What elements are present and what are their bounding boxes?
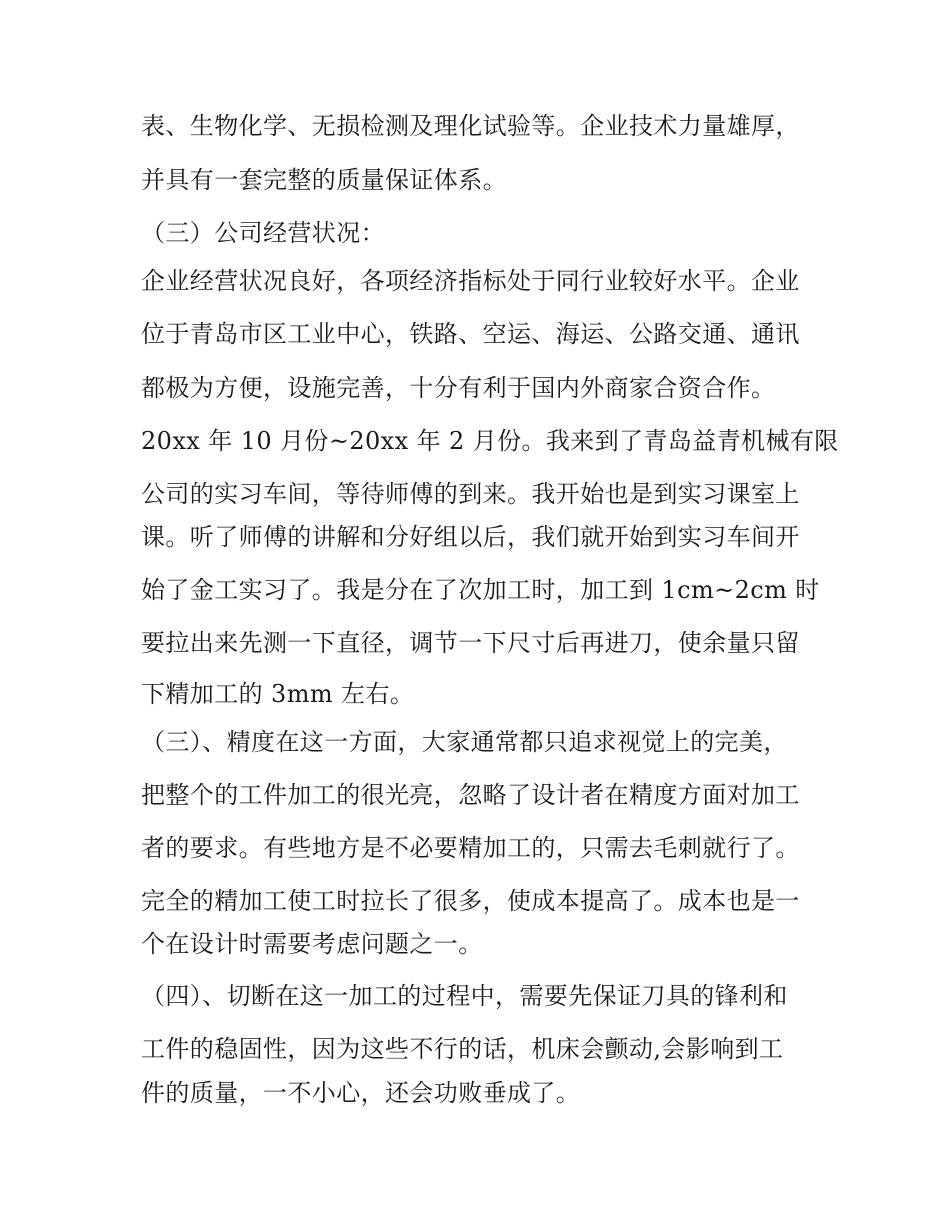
text-line: 都极为方便，设施完善，十分有利于国内外商家合资合作。 (141, 374, 776, 402)
text-line: 20xx 年 10 月份~20xx 年 2 月份。我来到了青岛益青机械有限 (141, 427, 839, 455)
text-line: 始了金工实习了。我是分在了次加工时，加工到 1cm~2cm 时 (141, 576, 820, 604)
text-line: 表、生物化学、无损检测及理化试验等。企业技术力量雄厚， (141, 112, 800, 140)
text-line: 件的质量，一不小心，还会功败垂成了。 (141, 1079, 581, 1107)
text-line: 下精加工的 3mm 左右。 (141, 680, 415, 708)
text-line: 课。听了师傅的讲解和分好组以后，我们就开始到实习车间开 (141, 523, 800, 551)
text-line: 完全的精加工使工时拉长了很多，使成本提高了。成本也是一 (141, 887, 800, 915)
text-line: （四）、切断在这一加工的过程中，需要先保证刀具的锋利和 (141, 982, 788, 1010)
text-line: 并具有一套完整的质量保证体系。 (141, 166, 507, 194)
text-line: 者的要求。有些地方是不必要精加工的，只需去毛刺就行了。 (141, 834, 800, 862)
text-line: 要拉出来先测一下直径，调节一下尺寸后再进刀，使余量只留 (141, 629, 800, 657)
section-heading: （三）公司经营状况： (141, 219, 385, 247)
text-line: 公司的实习车间，等待师傅的到来。我开始也是到实习课室上 (141, 480, 800, 508)
text-line: 把整个的工件加工的很光亮，忽略了设计者在精度方面对加工 (141, 781, 800, 809)
text-line: （三）、精度在这一方面，大家通常都只追求视觉上的完美， (141, 728, 788, 756)
text-line: 工件的稳固性，因为这些不行的话，机床会颤动,会影响到工 (141, 1035, 784, 1063)
text-line: 企业经营状况良好，各项经济指标处于同行业较好水平。企业 (141, 267, 800, 295)
text-line: 位于青岛市区工业中心，铁路、空运、海运、公路交通、通讯 (141, 320, 800, 348)
text-line: 个在设计时需要考虑问题之一。 (141, 930, 483, 958)
